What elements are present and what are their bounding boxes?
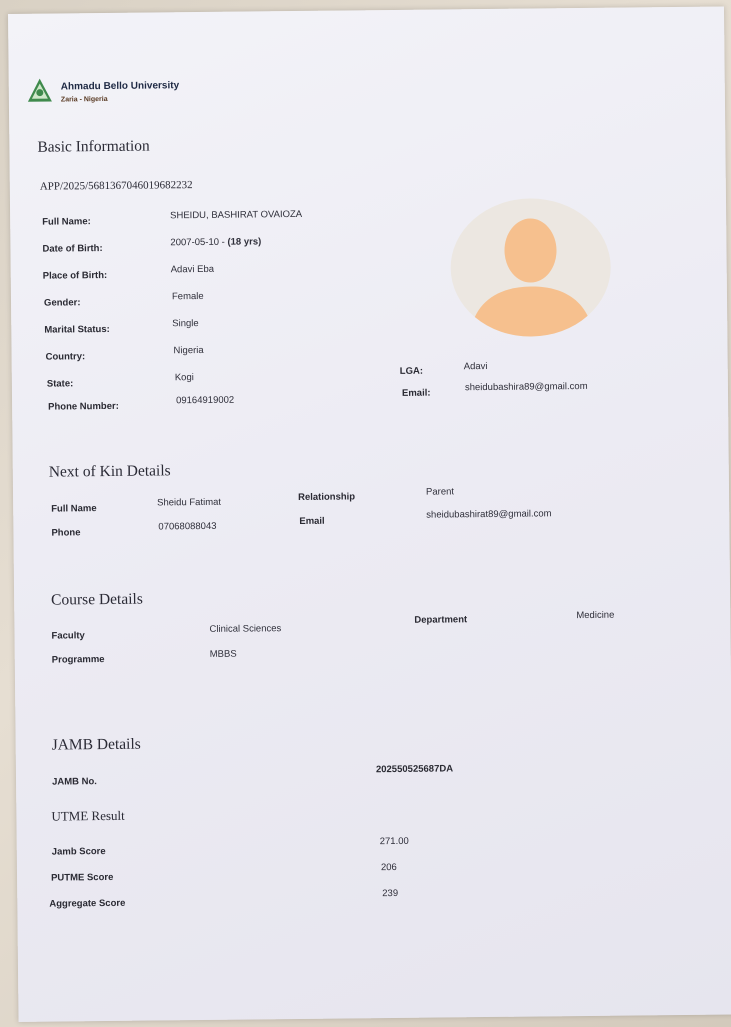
label-kin-relationship: Relationship (298, 491, 356, 503)
application-id: APP/2025/5681367046019682232 (39, 179, 193, 193)
value-department: Medicine (576, 609, 615, 622)
value-state: Kogi (174, 372, 194, 384)
section-title-jamb: JAMB Details (51, 735, 141, 754)
label-country: Country: (45, 351, 86, 363)
label-email: Email: (401, 387, 431, 399)
university-location: Zaria - Nigeria (60, 95, 108, 104)
label-aggregate-score: Aggregate Score (49, 897, 126, 910)
label-phone-number: Phone Number: (48, 400, 119, 413)
label-programme: Programme (51, 654, 105, 666)
value-jamb-number: 202550525687DA (375, 763, 454, 776)
label-lga: LGA: (399, 365, 424, 377)
label-kin-phone: Phone (51, 527, 81, 539)
profile-photo-placeholder (450, 198, 611, 338)
value-place-of-birth: Adavi Eba (170, 263, 215, 276)
user-silhouette-icon (450, 198, 611, 338)
label-faculty: Faculty (51, 630, 85, 642)
university-name: Ahmadu Bello University (60, 80, 180, 93)
value-lga: Adavi (463, 360, 488, 373)
label-date-of-birth: Date of Birth: (42, 243, 103, 255)
value-country: Nigeria (173, 344, 204, 357)
label-marital-status: Marital Status: (44, 323, 110, 336)
label-jamb-score: Jamb Score (51, 846, 106, 858)
value-kin-phone: 07068088043 (158, 520, 217, 533)
section-title-utme: UTME Result (51, 807, 125, 824)
value-putme-score: 206 (380, 861, 397, 874)
value-age: (18 yrs) (227, 236, 262, 248)
label-place-of-birth: Place of Birth: (42, 269, 108, 282)
label-jamb-number: JAMB No. (51, 776, 97, 788)
value-kin-email: sheidubashirat89@gmail.com (426, 508, 552, 521)
label-kin-full-name: Full Name (51, 503, 97, 515)
section-title-basic: Basic Information (37, 137, 150, 156)
value-jamb-score: 271.00 (379, 835, 409, 848)
label-department: Department (414, 614, 468, 626)
value-phone-number: 09164919002 (176, 394, 235, 407)
value-marital-status: Single (172, 318, 199, 330)
label-full-name: Full Name: (42, 216, 91, 228)
value-aggregate-score: 239 (382, 887, 399, 900)
label-putme-score: PUTME Score (50, 871, 114, 884)
label-gender: Gender: (43, 297, 81, 309)
value-faculty: Clinical Sciences (209, 623, 282, 635)
label-kin-email: Email (299, 515, 325, 527)
value-full-name: SHEIDU, BASHIRAT OVAIOZA (170, 208, 303, 222)
value-kin-relationship: Parent (425, 486, 455, 498)
value-kin-full-name: Sheidu Fatimat (157, 496, 222, 509)
section-title-next-of-kin: Next of Kin Details (48, 462, 171, 481)
section-title-course: Course Details (51, 590, 143, 609)
value-gender: Female (171, 290, 204, 303)
value-email: sheidubashira89@gmail.com (464, 380, 588, 394)
abu-crest-icon (27, 78, 53, 104)
value-date-of-birth: 2007-05-10 - (18 yrs) (170, 236, 262, 249)
label-state: State: (46, 378, 74, 390)
value-programme: MBBS (209, 648, 237, 660)
printed-form-sheet (8, 7, 731, 1022)
